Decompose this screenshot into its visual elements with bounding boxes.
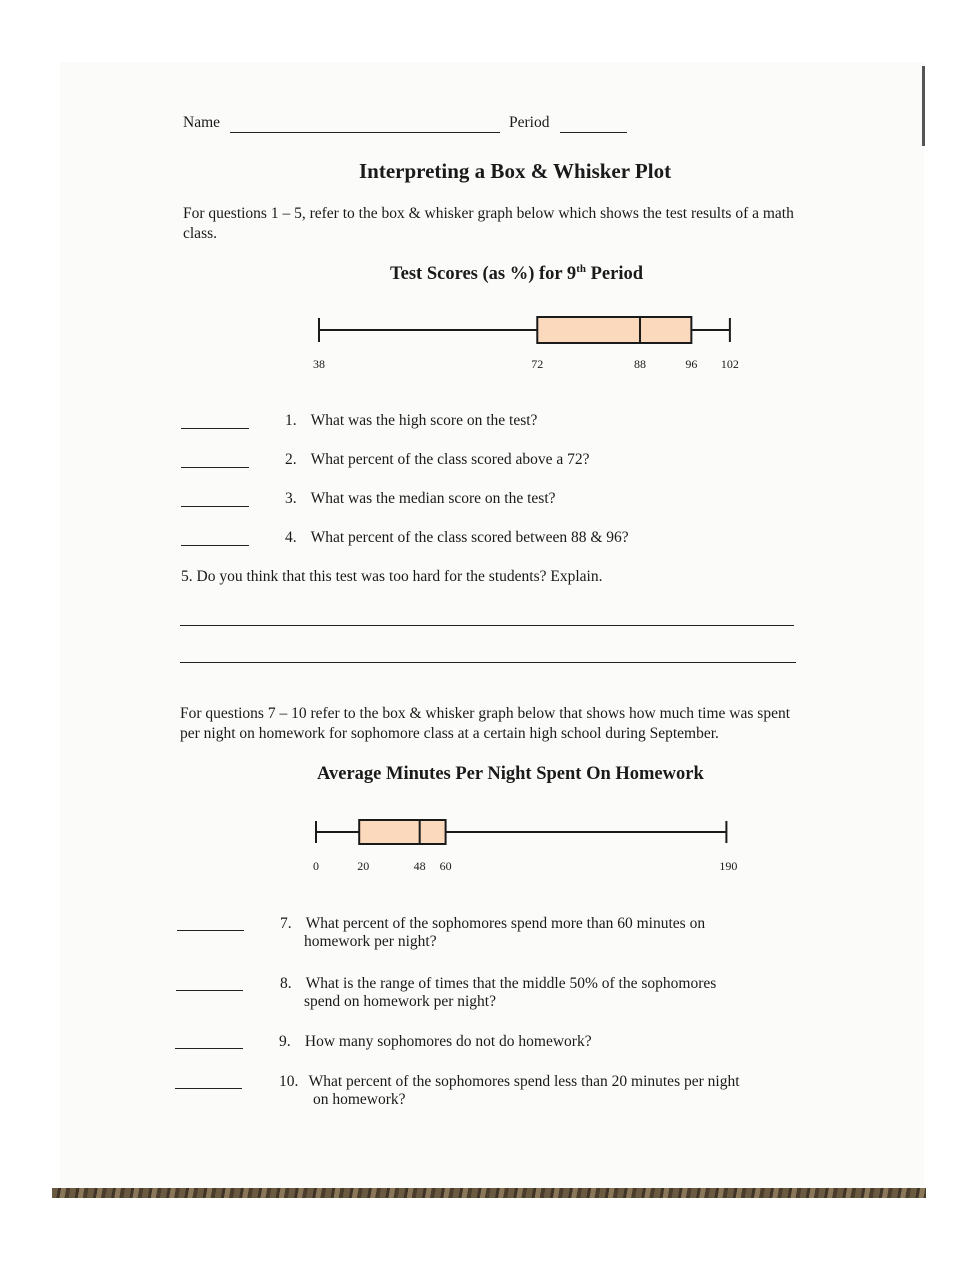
tick-label: 96	[685, 357, 698, 371]
tick-label: 20	[357, 859, 370, 873]
question-7: 7. What percent of the sophomores spend more than 60 minutes on homework per night?	[280, 915, 706, 950]
tick-label: 60	[439, 859, 452, 873]
intro2-line1: For questions 7 – 10 refer to the box & whisker graph below that shows how much time was spent	[180, 705, 791, 722]
iqr-box	[359, 820, 445, 844]
tick-label: 190	[719, 859, 738, 873]
answer-blank-8[interactable]	[176, 990, 243, 991]
answer-line-5a[interactable]	[180, 625, 794, 626]
intro1-line1: For questions 1 – 5, refer to the box & whisker graph below which shows the test results of a math	[183, 205, 794, 222]
question-3: 3. What was the median score on the test?	[285, 490, 556, 507]
chart1-title: Test Scores (as %) for 9th Period	[390, 263, 643, 285]
question-4: 4. What percent of the class scored between 88 & 96?	[285, 529, 629, 546]
tick-label: 102	[720, 357, 739, 371]
page-title: Interpreting a Box & Whisker Plot	[359, 159, 672, 183]
answer-blank-4[interactable]	[181, 545, 249, 546]
answer-blank-10[interactable]	[175, 1088, 242, 1089]
answer-blank-7[interactable]	[177, 930, 244, 931]
question-2: 2. What percent of the class scored above a 72?	[285, 451, 590, 468]
iqr-box	[537, 317, 691, 343]
tick-label: 0	[313, 859, 319, 873]
answer-blank-3[interactable]	[181, 506, 249, 507]
answer-blank-2[interactable]	[181, 467, 249, 468]
tick-label: 88	[634, 357, 646, 371]
page-edge-bottom	[52, 1188, 926, 1198]
intro1-line2: class.	[183, 225, 218, 242]
page-edge-right	[922, 66, 925, 146]
answer-blank-9[interactable]	[175, 1048, 243, 1049]
chart2-title: Average Minutes Per Night Spent On Homework	[317, 764, 704, 784]
chart1-boxplot	[300, 305, 760, 380]
chart2-boxplot	[300, 812, 760, 882]
period-field[interactable]	[560, 116, 627, 133]
name-field[interactable]	[230, 116, 500, 133]
question-9: 9. How many sophomores do not do homework?	[279, 1033, 592, 1050]
tick-label: 72	[531, 357, 544, 371]
question-8: 8. What is the range of times that the middle 50% of the sophomores spend on homework per night?	[280, 975, 717, 1010]
tick-label: 38	[313, 357, 325, 371]
answer-line-5b[interactable]	[180, 662, 796, 663]
name-label: Name	[183, 114, 221, 131]
answer-blank-1[interactable]	[181, 428, 249, 429]
question-10: 10. What percent of the sophomores spend less than 20 minutes per night on homework?	[279, 1073, 740, 1108]
tick-label: 48	[413, 859, 426, 873]
question-1: 1. What was the high score on the test?	[285, 412, 538, 429]
intro2-line2: per night on homework for sophomore class at a certain high school during September.	[180, 725, 719, 742]
question-5: 5. Do you think that this test was too hard for the students? Explain.	[181, 568, 603, 585]
period-label: Period	[509, 114, 550, 131]
